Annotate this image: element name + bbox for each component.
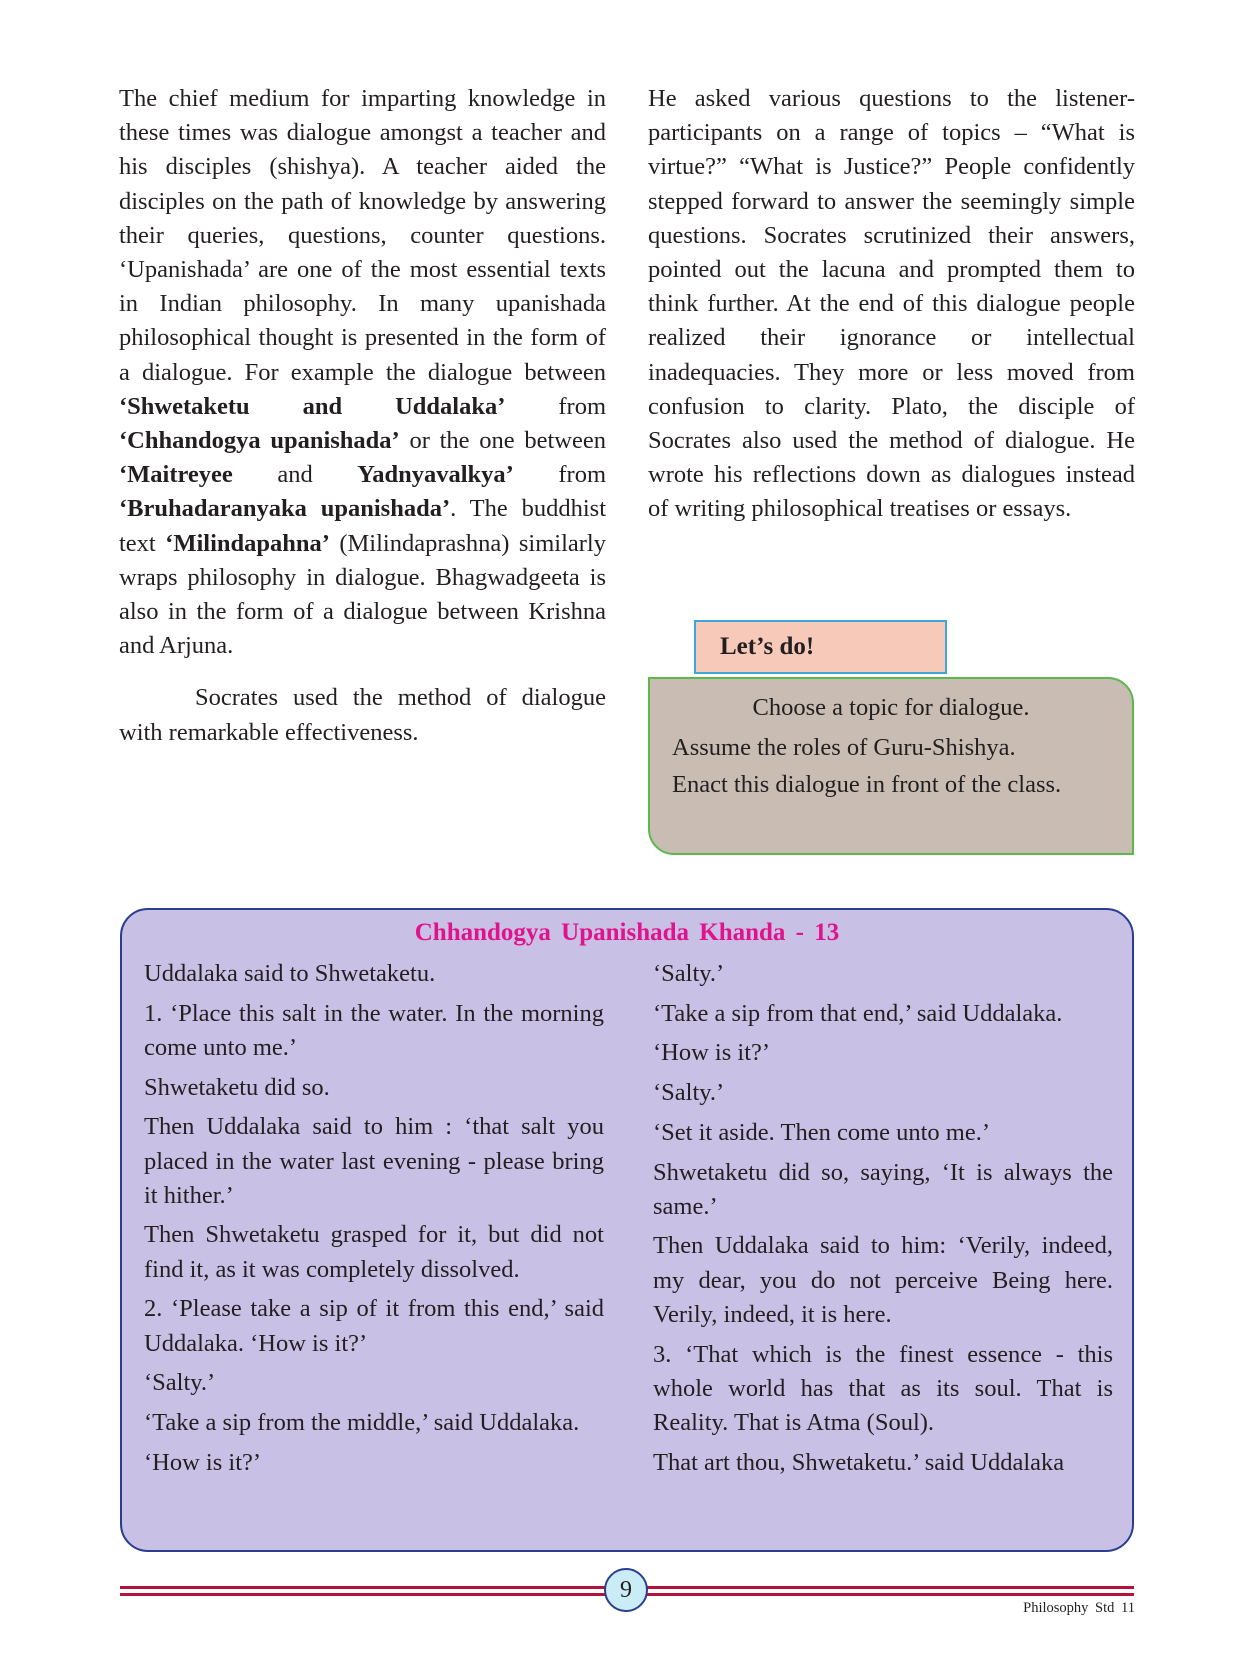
left-paragraph-socrates: Socrates used the method of dialogue with remarkable effectiveness. (119, 684, 606, 746)
dialogue-line: Shwetaketu did so, saying, ‘It is always the same.’ (653, 1158, 1113, 1220)
lets-do-line-enact: Enact this dialogue in front of the class. (672, 771, 1062, 798)
text-run: The chief medium for imparting knowledge in these times was dialogue amongst a teacher and his disciples (shishya). A teacher aided the disciples on the path of knowledge by answering their queries, questions, counter questions. ‘Upanishada’ are one of the most essential texts in Indian philosophy. In many upanishada philosophical thought is presented in the form of a dialogue. For example the dialogue between (119, 85, 606, 386)
story-right-column (653, 957, 1113, 1485)
lets-do-label: Let’s do! (694, 620, 947, 674)
bold-reference: Yadnyavalkya’ (357, 461, 514, 489)
lets-do-box (648, 677, 1134, 855)
dialogue-line: ‘Salty.’ (653, 1079, 725, 1107)
text-run: from (505, 392, 606, 420)
bold-reference: ‘Milindapahna’ (165, 529, 330, 557)
dialogue-line: ‘Take a sip from that end,’ said Uddalaka. (653, 999, 1063, 1027)
dialogue-line: 2. ‘Please take a sip of it from this end,’ said Uddalaka. ‘How is it?’ (144, 1295, 604, 1357)
lets-do-line-roles: Assume the roles of Guru-Shishya. (672, 734, 1016, 761)
lets-do-line-topic: Choose a topic for dialogue. (752, 694, 1030, 721)
dialogue-line: ‘Set it aside. Then come unto me.’ (653, 1118, 991, 1146)
story-title: Chhandogya Upanishada Khanda - 13 (414, 919, 840, 946)
book-title: Philosophy Std 11 (1023, 1600, 1135, 1616)
dialogue-line: Then Uddalaka said to him: ‘Verily, indeed, my dear, you do not perceive Being here. Verily, indeed, it is here. (653, 1232, 1113, 1328)
bold-reference: ‘Chhandogya upanishada’ (119, 427, 400, 455)
text-run: . The buddhist text (119, 495, 607, 557)
dialogue-line: Then Uddalaka said to him : ‘that salt you placed in the water last evening - please bring it hither.’ (144, 1113, 604, 1209)
dialogue-line: Uddalaka said to Shwetaketu. (144, 960, 436, 987)
bold-reference: ‘Maitreyee (119, 461, 233, 489)
right-paragraph-socrates-questions: He asked various questions to the listener-participants on a range of topics – “What is virtue?” “What is Justice?” People confidently stepped forward to answer the seemingly simple questions. Socrates scrutinized their answers, pointed out the lacuna and prompted them to think further. At the end of this dialogue people realized their ignorance or intellectual inadequacies. They more or less moved from confusion to clarity. Plato, the disciple of Socrates also used the method of dialogue. He wrote his reflections down as dialogues instead of writing philosophical treatises or essays. (648, 85, 1135, 523)
dialogue-line: Shwetaketu did so. (144, 1073, 330, 1101)
dialogue-line: 3. ‘That which is the finest essence - this whole world has that as its soul. That is Reality. That is Atma (Soul). (653, 1340, 1113, 1436)
dialogue-line: ‘How is it?’ (144, 1448, 262, 1476)
right-column (648, 82, 1135, 527)
dialogue-line: ‘How is it?’ (653, 1039, 771, 1067)
dialogue-line: That art thou, Shwetaketu.’ said Uddalaka (653, 1448, 1065, 1476)
upanishada-story-box (120, 908, 1134, 1552)
page-number-badge: 9 (604, 1568, 648, 1612)
left-paragraph-dialogue-medium (119, 82, 606, 663)
dialogue-line: 1. ‘Place this salt in the water. In the morning come unto me.’ (144, 999, 604, 1061)
story-left-column (144, 957, 604, 1485)
bold-reference: ‘Bruhadaranyaka upanishada’ (119, 495, 451, 523)
text-run: (Milindaprashna) similarly wraps philosophy in dialogue. Bhagwadgeeta is also in the form of a dialogue between Krishna and Arjuna. (119, 529, 606, 660)
bold-reference: ‘Shwetaketu and Uddalaka’ (119, 392, 506, 420)
dialogue-line: ‘Salty.’ (144, 1369, 216, 1397)
text-run: and (232, 461, 358, 489)
left-column (119, 82, 606, 750)
dialogue-line: Then Shwetaketu grasped for it, but did not find it, as it was completely dissolved. (144, 1221, 604, 1283)
dialogue-line: ‘Take a sip from the middle,’ said Uddalaka. (144, 1408, 580, 1436)
text-run: from (513, 461, 607, 489)
dialogue-line: ‘Salty.’ (653, 960, 725, 987)
text-run: or the one between (399, 427, 606, 455)
